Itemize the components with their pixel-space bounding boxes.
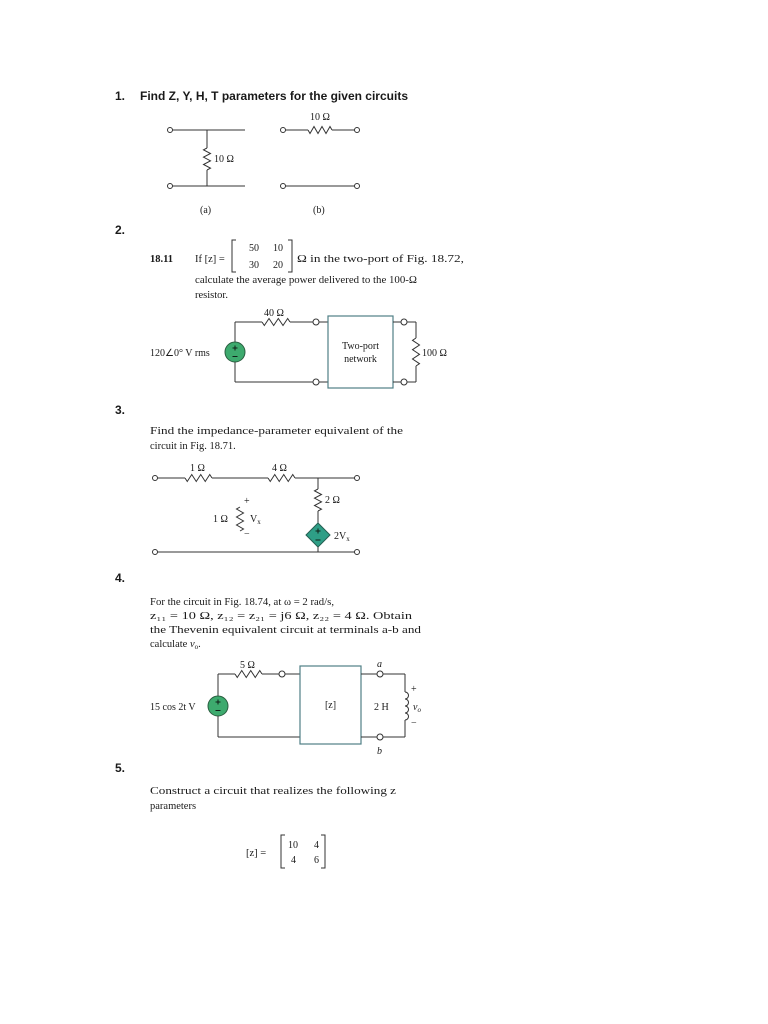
terminal-node (313, 379, 319, 385)
resistor-symbol (308, 127, 332, 134)
thevenin-circuit (150, 659, 421, 757)
terminal-a-node (377, 671, 383, 677)
voltage-source-icon (225, 342, 245, 362)
problem-4-text: calculate vo. (150, 639, 201, 651)
dependent-source-icon (306, 523, 330, 547)
problem-4-text: For the circuit in Fig. 18.74, at ω = 2 rad/s, (150, 597, 334, 608)
problem-2-text: Ω in the two-port of Fig. 18.72, (297, 254, 464, 265)
figure-a-caption: (a) (200, 205, 212, 216)
problem-2-text: calculate the average power delivered to the 100-Ω (195, 275, 418, 286)
resistor-label: 1 Ω (213, 514, 228, 525)
problem-5-number: 5. (115, 761, 126, 775)
network-label: network (344, 354, 377, 365)
resistor-symbol (204, 148, 211, 170)
z-matrix (232, 240, 292, 272)
terminal-node (168, 128, 173, 133)
figure-a (168, 128, 246, 217)
resistor-symbol (237, 507, 244, 531)
terminal-node (281, 128, 286, 133)
polarity-plus: + (244, 496, 250, 507)
terminal-node (401, 379, 407, 385)
problem-3 (115, 403, 403, 555)
load-resistor-label: 100 Ω (422, 348, 447, 359)
polarity-minus: − (244, 529, 250, 540)
terminal-node (401, 319, 407, 325)
terminal-node (153, 476, 158, 481)
source-label: 15 cos 2t V (150, 702, 196, 713)
resistor-symbol (413, 338, 420, 366)
terminal-b-label: b (377, 746, 382, 757)
matrix-left-bracket (281, 835, 285, 868)
matrix-label: [z] = (246, 848, 267, 859)
inductor-symbol (405, 692, 409, 720)
network-label: [z] (324, 700, 337, 711)
control-voltage-label: $V_x$ (250, 514, 261, 526)
network-label: Two-port (341, 341, 380, 352)
problem-reference: 18.11 (150, 254, 174, 265)
matrix-cell: 20 (273, 260, 283, 271)
output-voltage-label: $v_o$ (413, 702, 421, 714)
problem-2 (115, 223, 464, 388)
polarity-minus: − (411, 718, 417, 729)
terminal-node (279, 671, 285, 677)
problem-4 (115, 571, 422, 757)
problem-1-number: 1. (115, 89, 126, 103)
matrix-cell: 50 (249, 243, 259, 254)
problem-3-text: circuit in Fig. 18.71. (150, 441, 236, 452)
polarity-plus: + (411, 684, 417, 695)
terminal-node (281, 184, 286, 189)
dependent-source-circuit (153, 463, 360, 555)
matrix-cell: 4 (314, 840, 319, 851)
resistor-label: 4 Ω (272, 463, 287, 474)
terminal-node (355, 184, 360, 189)
terminal-node (355, 476, 360, 481)
figure-b-caption: (b) (313, 205, 325, 216)
matrix-right-bracket (321, 835, 325, 868)
problem-3-text: Find the impedance-parameter equivalent of the (150, 426, 404, 437)
problem-3-number: 3. (115, 403, 126, 417)
problem-5-text: Construct a circuit that realizes the following z (150, 786, 397, 797)
problem-1-heading: Find Z, Y, H, T parameters for the given circuits (140, 89, 409, 103)
problem-2-text: resistor. (195, 290, 228, 301)
problem-4-text: the Thevenin equivalent circuit at terminals a-b and (150, 625, 422, 636)
problem-2-lead: If [z] = (195, 254, 225, 265)
problem-4-number: 4. (115, 571, 126, 585)
inductor-label: 2 H (374, 702, 389, 713)
series-resistor-label: 40 Ω (264, 308, 284, 319)
figure-a-resistor-label: 10 Ω (214, 154, 234, 165)
resistor-symbol (185, 475, 212, 482)
source-label: 120∠0° V rms (150, 348, 210, 359)
terminal-node (153, 550, 158, 555)
matrix-left-bracket (232, 240, 236, 272)
figure-b (281, 112, 360, 216)
dependent-source-label: $2V_x$ (334, 531, 350, 543)
matrix-cell: 10 (288, 840, 298, 851)
z-matrix (246, 835, 325, 868)
problem-2-number: 2. (115, 223, 126, 237)
figure-b-resistor-label: 10 Ω (310, 112, 330, 123)
terminal-b-node (377, 734, 383, 740)
resistor-symbol (268, 475, 295, 482)
problem-5-text: parameters (150, 801, 197, 812)
matrix-cell: 4 (291, 855, 296, 866)
terminal-node (313, 319, 319, 325)
matrix-cell: 30 (249, 260, 259, 271)
resistor-symbol (315, 489, 322, 511)
problem-1 (115, 89, 408, 216)
resistor-symbol (235, 671, 262, 678)
terminal-a-label: a (377, 659, 382, 670)
problem-4-text: z₁₁ = 10 Ω, z₁₂ = z₂₁ = j6 Ω, z₂₂ = 4 Ω. Obtain (150, 611, 414, 622)
two-port-network-box (328, 316, 393, 388)
terminal-node (355, 128, 360, 133)
resistor-symbol (262, 319, 290, 326)
resistor-label: 5 Ω (240, 660, 255, 671)
matrix-cell: 10 (273, 243, 283, 254)
terminal-node (355, 550, 360, 555)
resistor-label: 1 Ω (190, 463, 205, 474)
two-port-circuit (150, 308, 447, 388)
terminal-node (168, 184, 173, 189)
matrix-right-bracket (288, 240, 292, 272)
matrix-cell: 6 (314, 855, 319, 866)
voltage-source-icon (208, 696, 228, 716)
problem-5 (115, 761, 396, 868)
resistor-label: 2 Ω (325, 495, 340, 506)
